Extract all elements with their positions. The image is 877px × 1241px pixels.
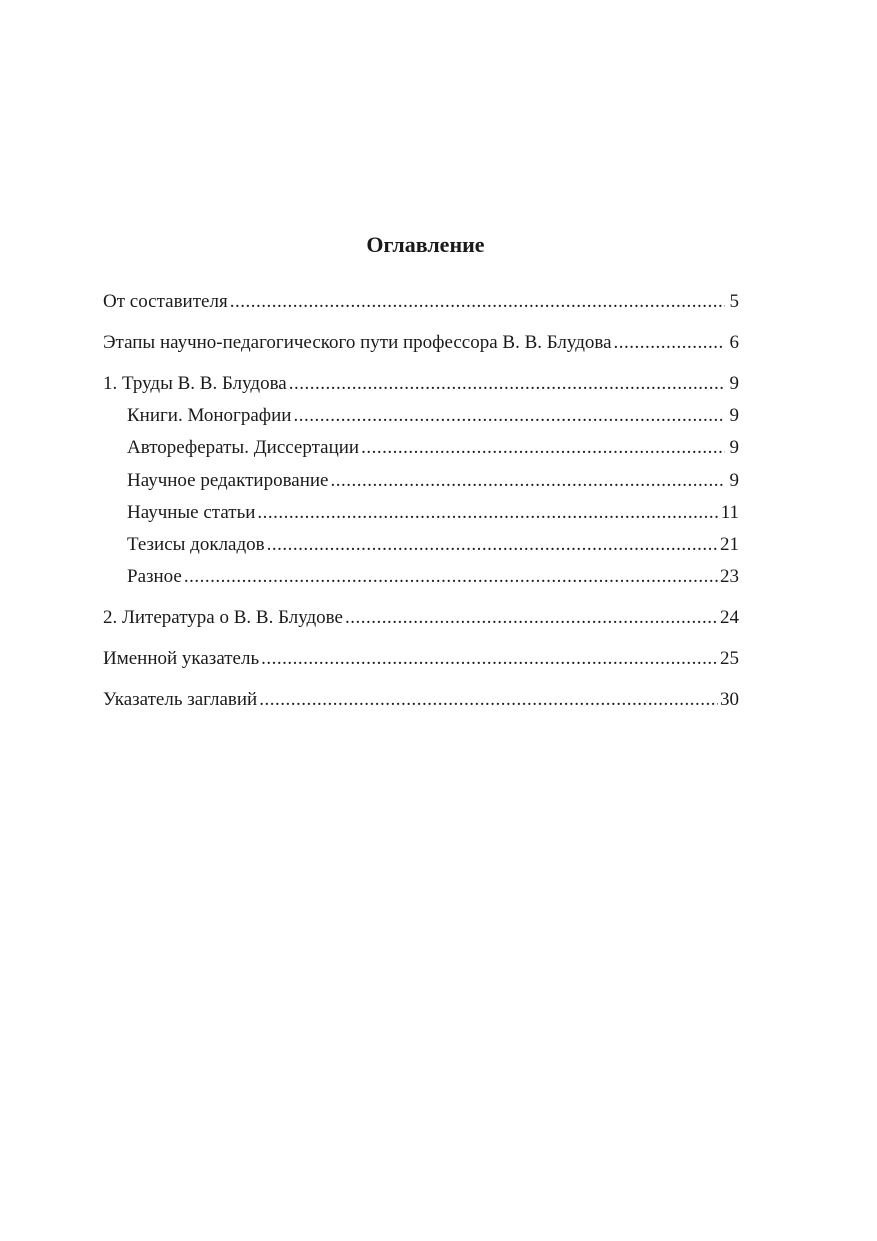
toc-leader-dots <box>345 606 718 630</box>
toc-page-number: 9 <box>729 405 739 426</box>
toc-entry-label: 1. Труды В. В. Блудова <box>103 373 287 394</box>
toc-leader-dots <box>267 533 718 557</box>
toc-entry-title-index[interactable] <box>103 688 739 712</box>
toc-page-number: 6 <box>729 332 739 353</box>
toc-entry-stages[interactable] <box>103 331 739 355</box>
toc-leader-dots <box>230 290 725 314</box>
toc-leader-dots <box>289 372 725 396</box>
toc-page-number: 24 <box>720 607 739 628</box>
toc-entry-label: Авторефераты. Диссертации <box>127 437 360 458</box>
toc-leader-dots <box>184 565 718 589</box>
toc-page-number: 11 <box>720 502 739 523</box>
toc-page-number: 30 <box>720 689 739 710</box>
toc-entry-label: Книги. Монографии <box>127 405 292 426</box>
toc-entry-label: Именной указатель <box>103 648 260 669</box>
toc-entry-name-index[interactable] <box>103 647 739 671</box>
toc-page-number: 9 <box>729 437 739 458</box>
toc-entry-literature[interactable] <box>103 606 739 630</box>
toc-entry-label: Разное <box>127 566 182 587</box>
page-title: Оглавление <box>366 232 485 257</box>
toc-subentry-theses[interactable] <box>127 533 739 557</box>
toc-leader-dots <box>293 404 725 428</box>
toc-leader-dots <box>614 331 725 355</box>
toc-entry-label: Тезисы докладов <box>127 534 265 555</box>
toc-subentry-editing[interactable] <box>127 469 739 493</box>
toc-leader-dots <box>257 501 718 525</box>
toc-subentry-abstracts[interactable] <box>127 436 739 460</box>
toc-leader-dots <box>259 688 718 712</box>
toc-page-number: 5 <box>729 291 739 312</box>
toc-entry-label: Указатель заглавий <box>103 689 258 710</box>
toc-page-number: 9 <box>729 470 739 491</box>
toc-entry-from-compiler[interactable] <box>103 290 739 314</box>
toc-entry-works[interactable] <box>103 372 739 396</box>
toc-page-number: 9 <box>729 373 739 394</box>
toc-leader-dots <box>331 469 726 493</box>
toc-entry-label: 2. Литература о В. В. Блудове <box>103 607 343 628</box>
toc-entry-label: От составителя <box>103 291 228 312</box>
toc-entry-label: Научное редактирование <box>127 470 329 491</box>
toc-subentry-misc[interactable] <box>127 565 739 589</box>
toc-leader-dots <box>361 436 725 460</box>
toc-subentry-books[interactable] <box>127 404 739 428</box>
toc-page-number: 23 <box>720 566 739 587</box>
toc-page-number: 25 <box>720 648 739 669</box>
toc-leader-dots <box>261 647 718 671</box>
toc-subentry-articles[interactable] <box>127 501 739 525</box>
toc-page-number: 21 <box>720 534 739 555</box>
toc-entry-label: Научные статьи <box>127 502 256 523</box>
toc-entry-label: Этапы научно-педагогического пути профессора В. В. Блудова <box>103 332 612 353</box>
